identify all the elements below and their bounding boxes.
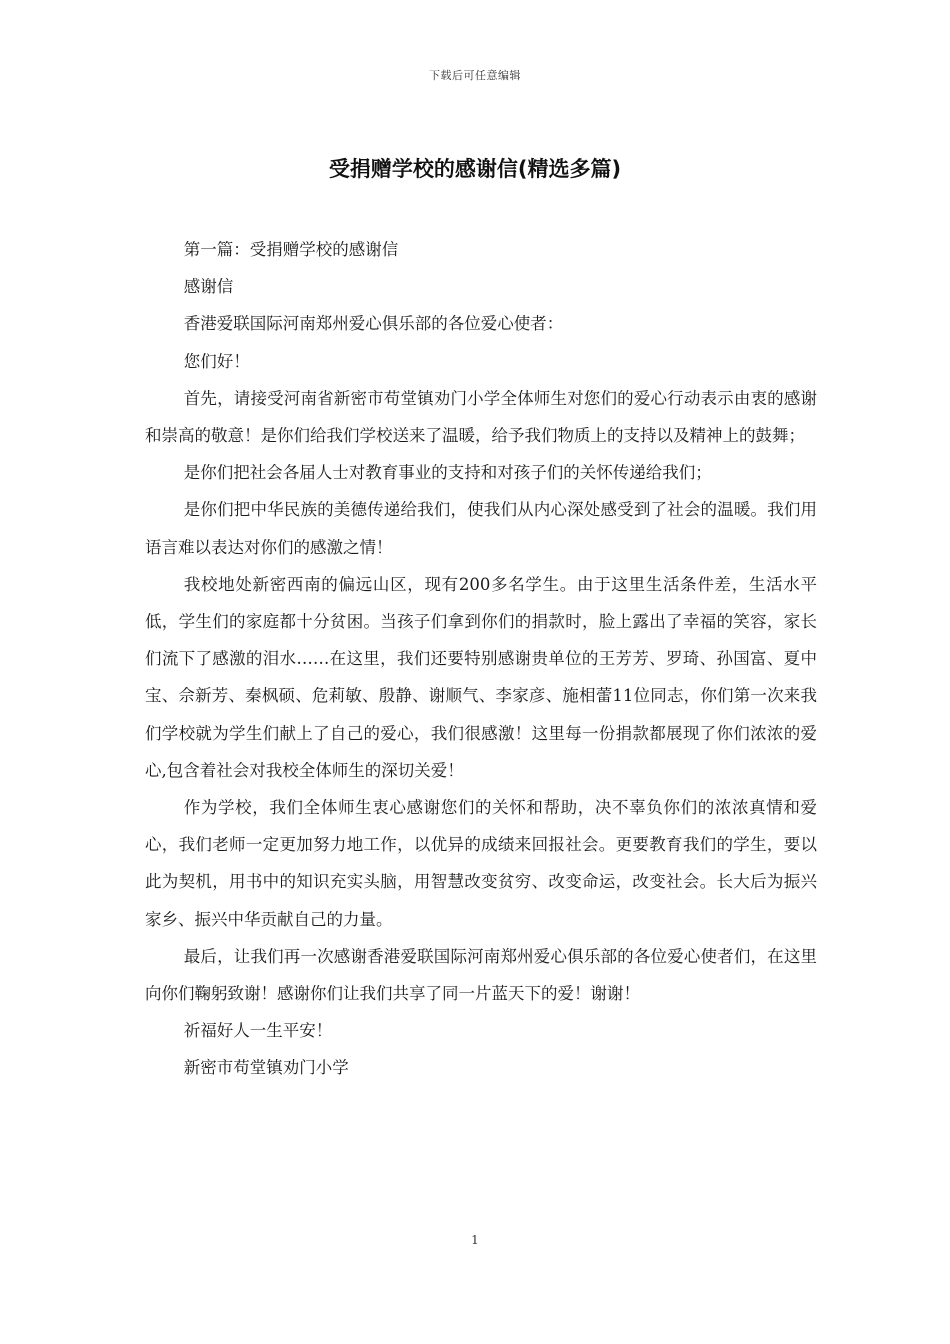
- page-number: 1: [471, 1233, 479, 1247]
- signature: 新密市苟堂镇劝门小学: [183, 1058, 349, 1078]
- closing-wish: 祈福好人一生平安！: [183, 1021, 333, 1041]
- document-title: 受捐赠学校的感谢信(精选多篇): [328, 157, 622, 181]
- salutation: 香港爱联国际河南郑州爱心俱乐部的各位爱心使者：: [183, 314, 564, 334]
- body-paragraph: 我校地处新密西南的偏远山区，现有200多名学生。由于这里生活条件差，生活水平低，学生们的家庭都十分贫困。当孩子们拿到你们的捐款时，脸上露出了幸福的笑容，家长们流下了感激的泪水……在这里，我们还要特别感谢贵单位的王芳芳、罗琦、孙国富、夏中宝、佘新芳、秦枫硕、危莉敏、殷静、谢顺气、李家彦、施相蕾11位同志，你们第一次来我们学校就为学生们献上了自己的爱心，我们很感激！这里每一份捐款都展现了你们浓浓的爱心,包含着社会对我校全体师生的深切关爱！: [145, 574, 817, 780]
- letter-title: 感谢信: [183, 277, 234, 297]
- header-note: 下载后可任意编辑: [429, 69, 521, 82]
- body-paragraph: 是你们把中华民族的美德传递给我们，使我们从内心深处感受到了社会的温暖。我们用语言难以表达对你们的感激之情！: [145, 500, 817, 557]
- greeting: 您们好！: [183, 351, 250, 371]
- body-paragraph: 是你们把社会各届人士对教育事业的支持和对孩子们的关怀传递给我们；: [183, 463, 712, 483]
- section-heading: 第一篇：受捐赠学校的感谢信: [183, 240, 399, 259]
- body-paragraph: 首先，请接受河南省新密市苟堂镇劝门小学全体师生对您们的爱心行动表示由衷的感谢和崇高的敬意！是你们给我们学校送来了温暖，给予我们物质上的支持以及精神上的鼓舞；: [145, 388, 817, 446]
- document-body: [145, 231, 817, 1087]
- body-paragraph: 作为学校，我们全体师生衷心感谢您们的关怀和帮助，决不辜负你们的浓浓真情和爱心，我们老师一定更加努力地工作，以优异的成绩来回报社会。更要教育我们的学生，要以此为契机，用书中的知识充实头脑，用智慧改变贫穷、改变命运，改变社会。长大后为振兴家乡、振兴中华贡献自己的力量。: [145, 798, 817, 929]
- body-paragraph: 最后，让我们再一次感谢香港爱联国际河南郑州爱心俱乐部的各位爱心使者们，在这里向你们鞠躬致谢！感谢你们让我们共享了同一片蓝天下的爱！谢谢！: [145, 946, 817, 1004]
